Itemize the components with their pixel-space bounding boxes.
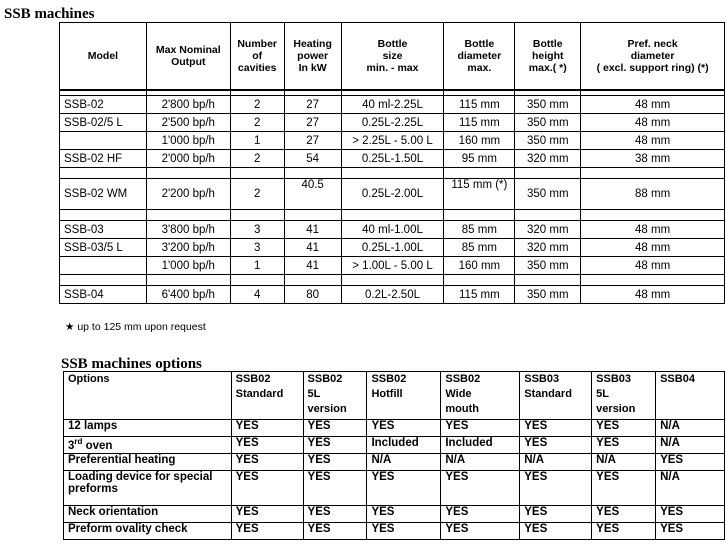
table-cell: 48 mm xyxy=(581,239,725,257)
column-header: SSB02 Wide mouth xyxy=(441,372,520,420)
column-header: Options xyxy=(64,372,232,420)
table-cell: 3 xyxy=(230,239,284,257)
table-row xyxy=(64,506,725,523)
table-cell: SSB-02 WM xyxy=(60,179,147,210)
table-cell: 1'000 bp/h xyxy=(146,132,230,150)
table-cell: 1 xyxy=(230,257,284,275)
table-cell: SSB-02 HF xyxy=(60,150,147,168)
table-cell: 80 xyxy=(284,286,341,304)
table-cell: 2'200 bp/h xyxy=(146,179,230,210)
table-cell: 0.25L-2.00L xyxy=(341,179,444,210)
spacer-cell xyxy=(444,168,515,179)
table-cell: 115 mm xyxy=(444,96,515,114)
table-cell: 2'000 bp/h xyxy=(146,150,230,168)
table-cell: 2 xyxy=(230,114,284,132)
table-row xyxy=(60,132,725,150)
options-header-row xyxy=(64,372,725,420)
table-cell: 48 mm xyxy=(581,132,725,150)
table-cell: 350 mm xyxy=(515,114,581,132)
table-cell: YES xyxy=(367,420,441,437)
table-cell: YES xyxy=(367,523,441,540)
spacer-cell xyxy=(444,210,515,221)
table-row xyxy=(60,150,725,168)
table-cell: YES xyxy=(303,437,367,454)
table-cell: 40.5 xyxy=(284,179,341,210)
table-row xyxy=(64,454,725,471)
table-cell: 3'800 bp/h xyxy=(146,221,230,239)
table-cell: 1'000 bp/h xyxy=(146,257,230,275)
table-cell: 54 xyxy=(284,150,341,168)
table-cell: 1 xyxy=(230,132,284,150)
table-cell: 0.25L-1.00L xyxy=(341,239,444,257)
table-cell: YES xyxy=(441,471,520,506)
spacer-cell xyxy=(230,168,284,179)
spacer-cell xyxy=(581,275,725,286)
table-cell: N/A xyxy=(367,454,441,471)
table-cell: SSB-03/5 L xyxy=(60,239,147,257)
table-cell: > 1.00L - 5.00 L xyxy=(341,257,444,275)
table-cell: SSB-02 xyxy=(60,96,147,114)
table-cell: 4 xyxy=(230,286,284,304)
machines-table xyxy=(59,22,725,304)
table-cell: 350 mm xyxy=(515,132,581,150)
table-cell: YES xyxy=(520,523,592,540)
table-cell: 48 mm xyxy=(581,96,725,114)
table-cell: 2'500 bp/h xyxy=(146,114,230,132)
spacer-cell xyxy=(60,275,147,286)
table-cell: 41 xyxy=(284,221,341,239)
table-cell: YES xyxy=(520,506,592,523)
spacer-row xyxy=(60,210,725,221)
spacer-cell xyxy=(515,168,581,179)
spacer-cell xyxy=(341,210,444,221)
table-row xyxy=(64,471,725,506)
table-cell: 115 mm xyxy=(444,114,515,132)
column-header: SSB02 Standard xyxy=(231,372,303,420)
table-cell: YES xyxy=(367,471,441,506)
spacer-cell xyxy=(341,168,444,179)
table-cell: YES xyxy=(303,523,367,540)
table-cell: YES xyxy=(303,506,367,523)
column-header: SSB03 Standard xyxy=(520,372,592,420)
table-cell: 2 xyxy=(230,150,284,168)
column-header: Pref. neck diameter ( excl. support ring) (*) xyxy=(581,23,725,91)
table-cell: 41 xyxy=(284,257,341,275)
table-cell: 350 mm xyxy=(515,179,581,210)
spacer-cell xyxy=(581,168,725,179)
table-cell: 88 mm xyxy=(581,179,725,210)
column-header: SSB02 5L version xyxy=(303,372,367,420)
table-cell: YES xyxy=(656,523,725,540)
table-cell: YES xyxy=(231,454,303,471)
table-cell: 41 xyxy=(284,239,341,257)
table-cell xyxy=(60,132,147,150)
table-row xyxy=(64,523,725,540)
table-cell: 38 mm xyxy=(581,150,725,168)
column-header: Bottle size min. - max xyxy=(341,23,444,91)
table-cell: 95 mm xyxy=(444,150,515,168)
table-cell: > 2.25L - 5.00 L xyxy=(341,132,444,150)
table-row xyxy=(60,96,725,114)
spacer-row xyxy=(60,168,725,179)
table-cell: 85 mm xyxy=(444,239,515,257)
table-cell: 3rd oven xyxy=(64,437,232,454)
spacer-row xyxy=(60,275,725,286)
table-cell: 0.25L-1.50L xyxy=(341,150,444,168)
table-cell: YES xyxy=(592,437,656,454)
table-cell: YES xyxy=(231,506,303,523)
table-cell: YES xyxy=(520,437,592,454)
table-cell: 0.2L-2.50L xyxy=(341,286,444,304)
spacer-cell xyxy=(515,210,581,221)
column-header: Bottle height max.( *) xyxy=(515,23,581,91)
table-cell: YES xyxy=(592,523,656,540)
table-row xyxy=(60,221,725,239)
table-cell: YES xyxy=(441,420,520,437)
table-cell: 27 xyxy=(284,96,341,114)
table-cell: YES xyxy=(520,471,592,506)
table-cell: 320 mm xyxy=(515,221,581,239)
table-cell: 27 xyxy=(284,114,341,132)
column-header: Max Nominal Output xyxy=(146,23,230,91)
table-cell: YES xyxy=(231,437,303,454)
spacer-cell xyxy=(146,275,230,286)
column-header: SSB02 Hotfill xyxy=(367,372,441,420)
spacer-cell xyxy=(515,275,581,286)
table-cell: Included xyxy=(367,437,441,454)
table-cell: 2 xyxy=(230,96,284,114)
table-cell: Loading device for special preforms xyxy=(64,471,232,506)
table-cell: 320 mm xyxy=(515,239,581,257)
table-cell: SSB-02/5 L xyxy=(60,114,147,132)
table-row xyxy=(64,420,725,437)
table-cell: 0.25L-2.25L xyxy=(341,114,444,132)
column-header: SSB04 xyxy=(656,372,725,420)
spacer-cell xyxy=(284,168,341,179)
table-cell: N/A xyxy=(520,454,592,471)
table-cell: YES xyxy=(367,506,441,523)
table-cell xyxy=(60,257,147,275)
table-cell: 85 mm xyxy=(444,221,515,239)
spacer-cell xyxy=(230,275,284,286)
column-header: Number of cavities xyxy=(230,23,284,91)
table-row xyxy=(60,179,725,210)
table-cell: 3 xyxy=(230,221,284,239)
table-cell: 320 mm xyxy=(515,150,581,168)
table-cell: YES xyxy=(441,523,520,540)
machines-title: SSB machines xyxy=(4,6,95,22)
table-cell: SSB-04 xyxy=(60,286,147,304)
table-cell: YES xyxy=(303,454,367,471)
spacer-cell xyxy=(146,168,230,179)
table-cell: N/A xyxy=(441,454,520,471)
table-cell: 350 mm xyxy=(515,96,581,114)
table-cell: 2'800 bp/h xyxy=(146,96,230,114)
spacer-cell xyxy=(284,210,341,221)
table-cell: SSB-03 xyxy=(60,221,147,239)
table-cell: 48 mm xyxy=(581,257,725,275)
table-cell: N/A xyxy=(656,471,725,506)
spacer-cell xyxy=(284,275,341,286)
column-header: Bottle diameter max. xyxy=(444,23,515,91)
spacer-cell xyxy=(230,210,284,221)
table-cell: 12 lamps xyxy=(64,420,232,437)
table-row xyxy=(60,114,725,132)
table-cell: 40 ml-1.00L xyxy=(341,221,444,239)
table-cell: 48 mm xyxy=(581,221,725,239)
table-row xyxy=(60,257,725,275)
table-cell: 350 mm xyxy=(515,286,581,304)
options-table xyxy=(63,371,725,540)
table-cell: 27 xyxy=(284,132,341,150)
spacer-cell xyxy=(581,210,725,221)
table-cell: 48 mm xyxy=(581,286,725,304)
column-header: Model xyxy=(60,23,147,91)
table-cell: N/A xyxy=(656,420,725,437)
table-cell: YES xyxy=(656,506,725,523)
table-cell: 350 mm xyxy=(515,257,581,275)
table-cell: 115 mm xyxy=(444,286,515,304)
column-header: Heating power In kW xyxy=(284,23,341,91)
table-row xyxy=(60,286,725,304)
table-cell: YES xyxy=(592,420,656,437)
table-cell: YES xyxy=(592,471,656,506)
table-cell: YES xyxy=(303,471,367,506)
table-cell: N/A xyxy=(656,437,725,454)
spacer-cell xyxy=(146,210,230,221)
table-cell: 160 mm xyxy=(444,132,515,150)
table-cell: YES xyxy=(303,420,367,437)
table-cell: Preferential heating xyxy=(64,454,232,471)
table-cell: YES xyxy=(231,523,303,540)
table-cell: YES xyxy=(231,420,303,437)
table-cell: N/A xyxy=(592,454,656,471)
table-cell: Preform ovality check xyxy=(64,523,232,540)
table-cell: 40 ml-2.25L xyxy=(341,96,444,114)
spacer-cell xyxy=(444,275,515,286)
spacer-cell xyxy=(60,168,147,179)
table-cell: YES xyxy=(441,506,520,523)
table-row xyxy=(64,437,725,454)
spacer-cell xyxy=(60,210,147,221)
table-cell: YES xyxy=(656,454,725,471)
column-header: SSB03 5L version xyxy=(592,372,656,420)
table-cell: 160 mm xyxy=(444,257,515,275)
table-cell: YES xyxy=(520,420,592,437)
table-cell: 3'200 bp/h xyxy=(146,239,230,257)
spacer-cell xyxy=(341,275,444,286)
table-cell: 115 mm (*) xyxy=(444,179,515,210)
table-cell: 48 mm xyxy=(581,114,725,132)
footnote: ★ up to 125 mm upon request xyxy=(65,321,206,333)
table-cell: 6'400 bp/h xyxy=(146,286,230,304)
table-cell: YES xyxy=(592,506,656,523)
table-cell: Included xyxy=(441,437,520,454)
options-title: SSB machines options xyxy=(61,356,202,372)
table-cell: 2 xyxy=(230,179,284,210)
table-cell: YES xyxy=(231,471,303,506)
table-cell: Neck orientation xyxy=(64,506,232,523)
table-row xyxy=(60,239,725,257)
